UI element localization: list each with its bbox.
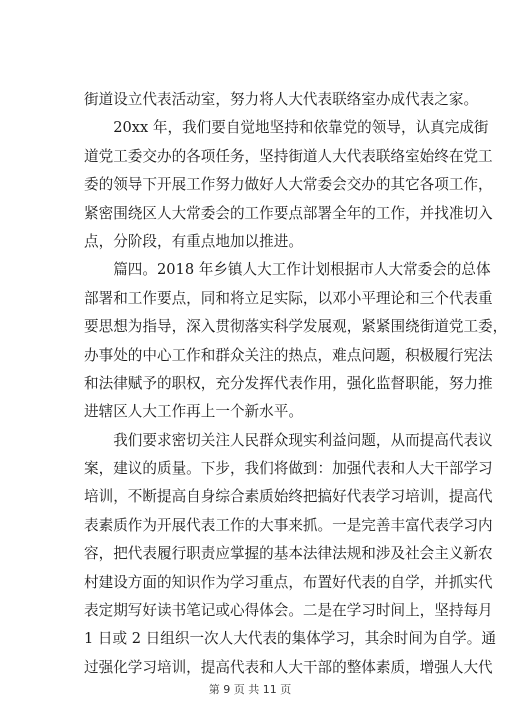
text-line: 村建设方面的知识作为学习重点，布置好代表的自学，并抓实代 — [84, 573, 493, 591]
text-line: 道党工委交办的各项任务，坚持街道人大代表联络室始终在党工 — [84, 147, 493, 165]
body-text — [84, 86, 507, 682]
text-line: 紧密围绕区人大常委会的工作要点部署全年的工作，并找准切入 — [84, 204, 493, 222]
text-line: 要思想为指导，深入贯彻落实科学发展观，紧紧围绕街道党工委， — [84, 318, 507, 336]
text-line: 表素质作为开展代表工作的大事来抓。一是完善丰富代表学习内 — [84, 516, 493, 534]
text-line: 20xx 年，我们要自觉地坚持和依靠党的领导，认真完成街 — [84, 119, 489, 137]
paragraph — [84, 86, 479, 114]
text-line: 点，分阶段，有重点地加以推进。 — [84, 232, 303, 250]
text-line: 表定期写好读书笔记或心得体会。二是在学习时间上，坚持每月 — [84, 602, 493, 620]
text-line: 委的领导下开展工作努力做好人大常委会交办的其它各项工作， — [84, 176, 493, 194]
paragraph — [84, 114, 493, 256]
paragraph — [84, 427, 496, 683]
text-line: 我们要求密切关注人民群众现实利益问题，从而提高代表议 — [84, 431, 493, 449]
text-line: 进辖区人大工作再上一个新水平。 — [84, 403, 303, 421]
text-line: 和法律赋予的职权，充分发挥代表作用，强化监督职能，努力推 — [84, 374, 493, 392]
text-line: 篇四。2018 年乡镇人大工作计划根据市人大常委会的总体 — [84, 261, 491, 279]
text-line: 容，把代表履行职责应掌握的基本法律法规和涉及社会主义新农 — [84, 545, 493, 563]
page-footer: 第 9 页 共 11 页 — [208, 683, 292, 696]
text-line: 街道设立代表活动室，努力将人大代表联络室办成代表之家。 — [84, 91, 479, 108]
text-line: 1 日或 2 日组织一次人大代表的集体学习，其余时间为自学。通 — [84, 630, 496, 648]
text-line: 过强化学习培训，提高代表和人大干部的整体素质，增强人大代 — [84, 658, 493, 676]
text-line: 案，建议的质量。下步，我们将做到：加强代表和人大干部学习 — [84, 460, 493, 478]
text-line: 部署和工作要点，同和将立足实际，以邓小平理论和三个代表重 — [84, 289, 493, 307]
paragraph — [84, 256, 507, 426]
text-line: 办事处的中心工作和群众关注的热点，难点问题，积极履行宪法 — [84, 346, 493, 364]
text-line: 培训，不断提高自身综合素质始终把搞好代表学习培训，提高代 — [84, 488, 493, 506]
